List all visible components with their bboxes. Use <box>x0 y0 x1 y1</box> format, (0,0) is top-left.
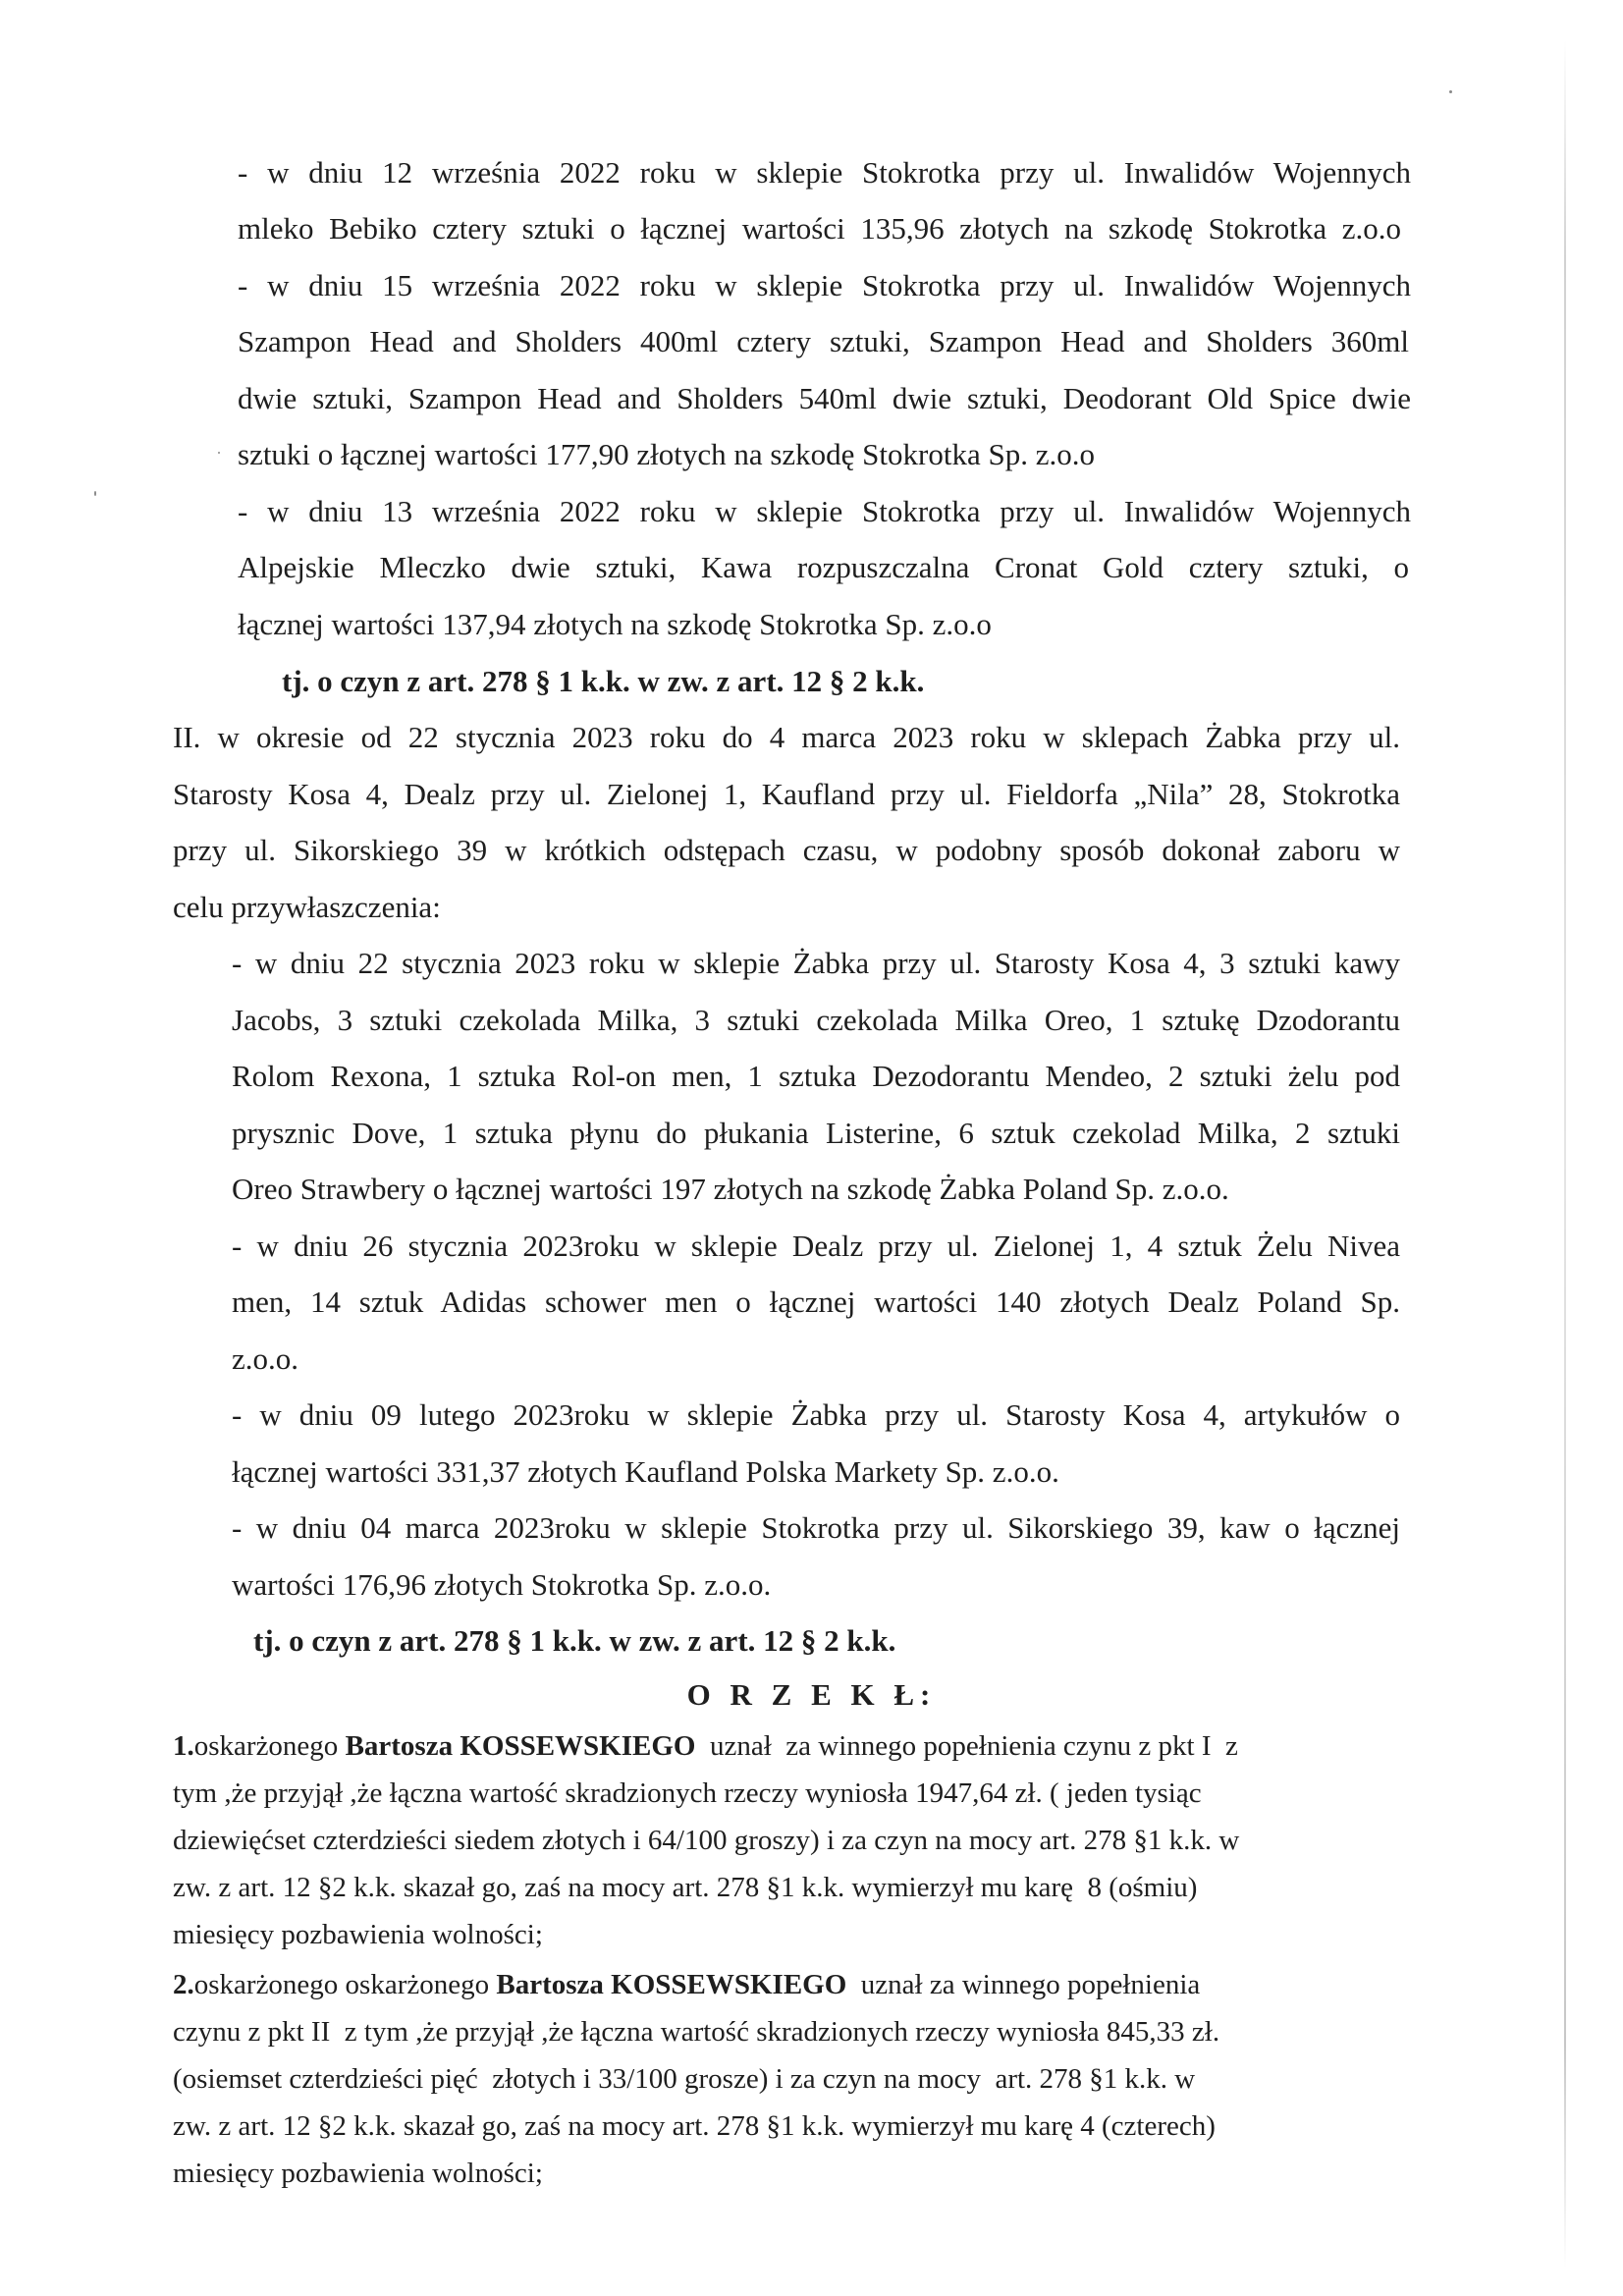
list-item-line: - w dniu 22 stycznia 2023 roku w sklepie Żabka przy ul. Starosty Kosa 4, 3 sztuki kawy <box>232 946 1400 980</box>
verdict-line: zw. z art. 12 §2 k.k. skazał go, zaś na mocy art. 278 §1 k.k. wymierzył mu karę 8 (ośmiu) <box>173 1872 1198 1903</box>
defendant-name: Bartosza KOSSEWSKIEGO <box>345 1730 696 1762</box>
list-item-line: - w dniu 26 stycznia 2023roku w sklepie Dealz przy ul. Zielonej 1, 4 sztuk Żelu Nivea <box>232 1229 1400 1263</box>
section-ii-line: II. w okresie od 22 stycznia 2023 roku do 4 marca 2023 roku w sklepach Żabka przy ul. <box>173 720 1400 754</box>
list-item-line: dwie sztuki, Szampon Head and Sholders 540ml dwie sztuki, Deodorant Old Spice dwie <box>238 381 1411 415</box>
list-item-line: wartości 176,96 złotych Stokrotka Sp. z.o.o. <box>232 1567 772 1602</box>
verdict-point-number: 2. <box>173 1969 194 2000</box>
legal-qualification: tj. o czyn z art. 278 § 1 k.k. w zw. z art. 12 § 2 k.k. <box>282 664 925 698</box>
verdict-point-1-first-line <box>173 1728 1238 1764</box>
verdict-text: uznał za winnego popełnienia <box>846 1969 1201 2000</box>
section-ii-line: Starosty Kosa 4, Dealz przy ul. Zielonej 1, Kaufland przy ul. Fieldorfa „Nila” 28, Stokrotka <box>173 777 1400 811</box>
list-item-line: - w dniu 15 września 2022 roku w sklepie Stokrotka przy ul. Inwalidów Wojennych <box>238 268 1411 302</box>
list-item-line: Rolom Rexona, 1 sztuka Rol-on men, 1 sztuka Dezodorantu Mendeo, 2 sztuki żelu pod <box>232 1059 1400 1093</box>
list-item-line: Jacobs, 3 sztuki czekolada Milka, 3 sztuki czekolada Milka Oreo, 1 sztukę Dzodorantu <box>232 1003 1400 1037</box>
verdict-line: (osiemset czterdzieści pięć złotych i 33/100 grosze) i za czyn na mocy art. 278 §1 k.k. w <box>173 2063 1196 2095</box>
list-item-line: sztuki o łącznej wartości 177,90 złotych na szkodę Stokrotka Sp. z.o.o <box>238 437 1095 471</box>
section-ii-line: przy ul. Sikorskiego 39 w krótkich odstępach czasu, w podobny sposób dokonał zaboru w <box>173 833 1400 867</box>
verdict-point-2-first-line <box>173 1967 1200 2002</box>
scan-edge-line <box>1564 39 1566 2269</box>
defendant-name: Bartosza KOSSEWSKIEGO <box>496 1969 847 2000</box>
list-item-line: Alpejskie Mleczko dwie sztuki, Kawa rozpuszczalna Cronat Gold cztery sztuki, o <box>238 550 1409 584</box>
verdict-line: miesięcy pozbawienia wolności; <box>173 1919 543 1950</box>
list-item-line: łącznej wartości 137,94 złotych na szkodę Stokrotka Sp. z.o.o <box>238 607 992 641</box>
verdict-text: uznał za winnego popełnienia czynu z pkt I z <box>695 1730 1238 1762</box>
list-item-line: men, 14 sztuk Adidas schower men o łącznej wartości 140 złotych Dealz Poland Sp. <box>232 1285 1400 1319</box>
verdict-line: tym ,że przyjął ,że łączna wartość skradzionych rzeczy wyniosła 1947,64 zł. ( jeden tysiąc <box>173 1777 1202 1809</box>
list-item-line: - w dniu 13 września 2022 roku w sklepie Stokrotka przy ul. Inwalidów Wojennych <box>238 494 1411 528</box>
list-item-line: prysznic Dove, 1 sztuka płynu do płukania Listerine, 6 sztuk czekolad Milka, 2 sztuki <box>232 1116 1400 1150</box>
list-item-line: mleko Bebiko cztery sztuki o łącznej wartości 135,96 złotych na szkodę Stokrotka z.o.o <box>238 211 1401 246</box>
verdict-line: dziewięćset czterdzieści siedem złotych i 64/100 groszy) i za czyn na mocy art. 278 §1 k.k. w <box>173 1825 1240 1856</box>
section-ii-line: celu przywłaszczenia: <box>173 890 441 924</box>
list-item-line: - w dniu 12 września 2022 roku w sklepie Stokrotka przy ul. Inwalidów Wojennych <box>238 155 1411 190</box>
list-item-line: Oreo Strawbery o łącznej wartości 197 złotych na szkodę Żabka Poland Sp. z.o.o. <box>232 1172 1229 1206</box>
scan-speck <box>1449 90 1452 93</box>
list-item-line: - w dniu 04 marca 2023roku w sklepie Stokrotka przy ul. Sikorskiego 39, kaw o łącznej <box>232 1510 1400 1545</box>
verdict-text: oskarżonego <box>193 1730 346 1762</box>
scan-speck <box>94 491 96 496</box>
scan-speck <box>218 452 220 454</box>
list-item-line: łącznej wartości 331,37 złotych Kaufland Polska Markety Sp. z.o.o. <box>232 1454 1059 1489</box>
verdict-line: miesięcy pozbawienia wolności; <box>173 2158 543 2189</box>
verdict-line: czynu z pkt II z tym ,że przyjął ,że łączna wartość skradzionych rzeczy wyniosła 845,33 zł. <box>173 2016 1220 2048</box>
legal-qualification: tj. o czyn z art. 278 § 1 k.k. w zw. z art. 12 § 2 k.k. <box>253 1623 896 1658</box>
verdict-line: zw. z art. 12 §2 k.k. skazał go, zaś na mocy art. 278 §1 k.k. wymierzył mu karę 4 (czterech) <box>173 2110 1216 2142</box>
list-item-line: z.o.o. <box>232 1341 299 1376</box>
verdict-point-number: 1. <box>173 1730 194 1762</box>
verdict-text: oskarżonego oskarżonego <box>193 1969 497 2000</box>
verdict-heading: O R Z E K Ł: <box>686 1677 937 1712</box>
list-item-line: - w dniu 09 lutego 2023roku w sklepie Żabka przy ul. Starosty Kosa 4, artykułów o <box>232 1397 1400 1432</box>
list-item-line: Szampon Head and Sholders 400ml cztery sztuki, Szampon Head and Sholders 360ml <box>238 324 1409 358</box>
